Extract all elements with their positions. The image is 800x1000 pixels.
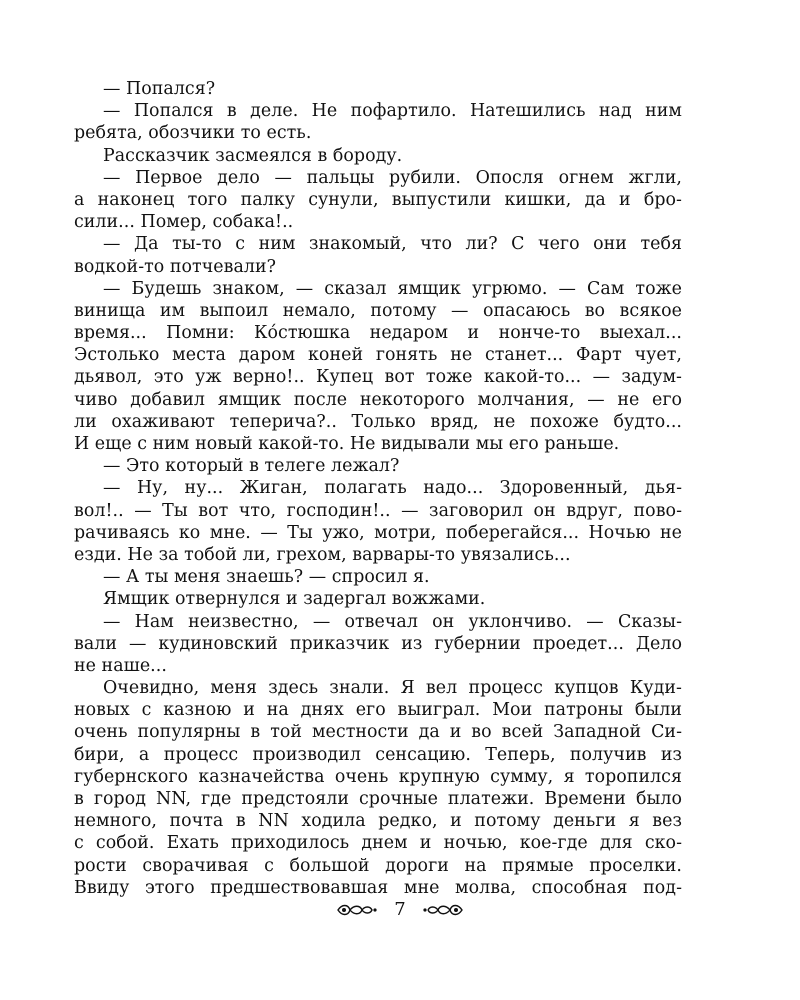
text-line: — Ну, ну... Жиган, полагать надо... Здоровенный, дья- — [103, 478, 682, 499]
text-line: рости сворачивая с большой дороги на прямые проселки. — [74, 855, 682, 876]
text-line: — Первое дело — пальцы рубили. Опосля огнем жгли, — [103, 167, 682, 188]
text-line: губернского казначейства очень крупную сумму, я торопился — [74, 766, 682, 787]
text-line: бири, а процесс производил сенсацию. Теперь, получив из — [74, 744, 682, 765]
text-block — [74, 78, 682, 899]
text-line: с собой. Ехать приходилось днем и ночью, кое-где для ско- — [74, 833, 682, 854]
text-line: езди. Не за тобой ли, грехом, варвары-то увязались... — [74, 544, 571, 565]
text-line: ребята, обозчики то есть. — [74, 123, 312, 144]
page-footer — [0, 896, 800, 924]
text-line: Очевидно, меня здесь знали. Я вел процесс купцов Куди- — [103, 678, 682, 699]
right-ornament-icon — [422, 902, 464, 918]
text-line: чиво добавил ямщик после некоторого молчания, — не его — [74, 389, 682, 410]
text-line: рачиваясь ко мне. — Ты ужо, мотри, поберегайся... Ночью не — [74, 522, 682, 543]
text-line: Ямщик отвернулся и задергал вожжами. — [103, 589, 486, 610]
page-number: 7 — [394, 899, 406, 920]
text-line: — Попался в деле. Не пофартило. Натешились над ним — [103, 101, 682, 122]
text-line: Рассказчик засмеялся в бороду. — [103, 145, 403, 166]
left-ornament-icon — [336, 902, 378, 918]
text-line: сили... Помер, собака!.. — [74, 212, 294, 233]
text-line: не наше... — [74, 655, 167, 676]
text-line: — Это который в телеге лежал? — [103, 456, 400, 477]
text-line: в город NN, где предстояли срочные платежи. Времени было — [74, 789, 682, 809]
text-line: — А ты меня знаешь? — спросил я. — [103, 567, 430, 588]
text-line: винища им выпоил немало, потому — опасаюсь во всякое — [74, 300, 682, 321]
text-line: а наконец того палку сунули, выпустили кишки, да и бро- — [74, 189, 682, 210]
text-line: — Нам неизвестно, — отвечал он уклончиво. — Сказы- — [103, 611, 682, 632]
text-line: вол!.. — Ты вот что, господин!.. — заговорил он вдруг, пово- — [74, 500, 682, 521]
text-line: новых с казною и на днях его выиграл. Мои патроны были — [74, 700, 682, 721]
text-line: — Попался? — [103, 79, 216, 99]
text-line: Эстолько места даром коней гонять не станет... Фарт чует, — [74, 345, 682, 366]
text-line: водкой-то потчевали? — [74, 256, 276, 277]
text-line: ли охаживают теперича?.. Только вряд, не похоже будто... — [74, 411, 682, 432]
text-line: И еще с ним новый какой-то. Не видывали мы его раньше. — [74, 434, 620, 454]
text-line: дьявол, это уж верно!.. Купец вот тоже какой-то... — задум- — [74, 367, 682, 388]
text-line: Ввиду этого предшествовавшая мне молва, способная под- — [74, 877, 682, 898]
text-line: — Будешь знаком, — сказал ямщик угрюмо. — Сам тоже — [103, 278, 682, 299]
text-line: время... Помни: Кóстюшка недаром и нонче-то выехал... — [74, 323, 682, 344]
text-line: немного, почта в NN ходила редко, и потому деньги я вез — [74, 811, 682, 832]
text-line: очень популярны в той местности да и во всей Западной Си- — [74, 722, 682, 743]
text-line: — Да ты-то с ним знакомый, что ли? С чего они тебя — [103, 234, 682, 255]
text-line: вали — кудиновский приказчик из губернии проедет... Дело — [74, 633, 682, 654]
